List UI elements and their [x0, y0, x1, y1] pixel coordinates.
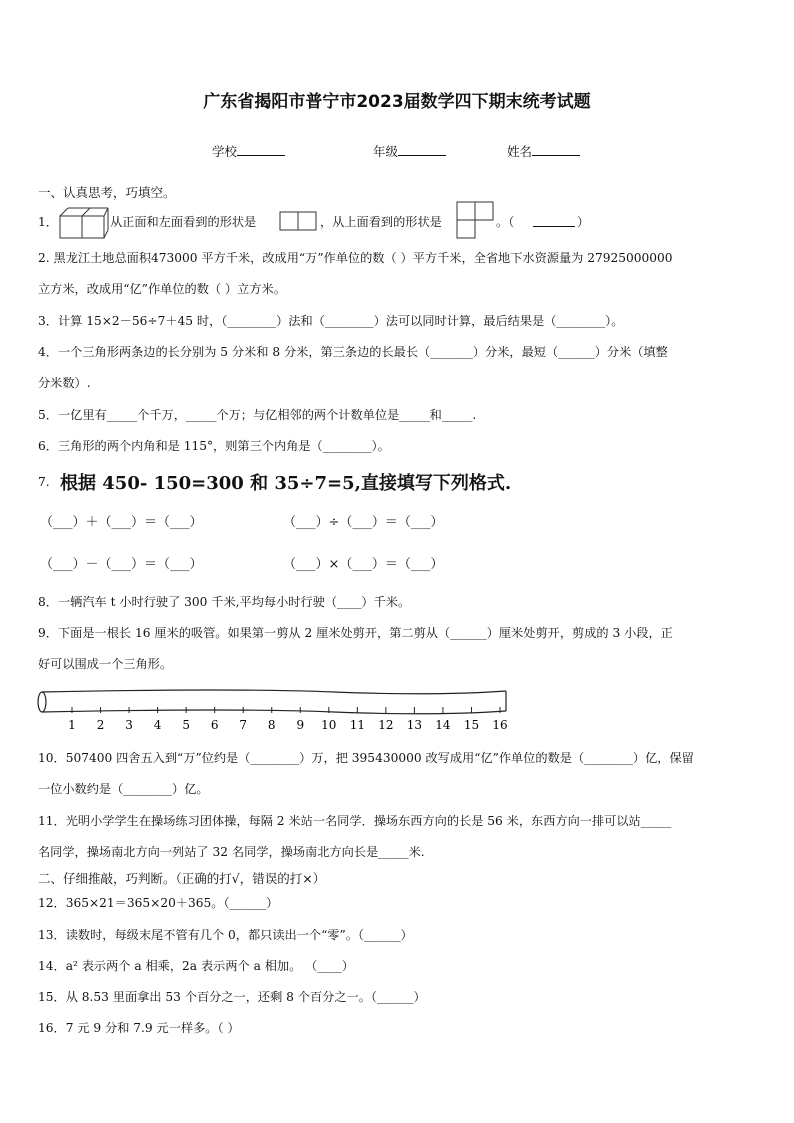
name-blank[interactable] [532, 143, 580, 156]
straw-tick-label: 12 [378, 718, 394, 732]
question-7-row-2-left: （___）－（___）＝（___） [40, 557, 203, 572]
straw-tick-label: 14 [435, 718, 451, 732]
cube-figure-icon [58, 204, 108, 240]
name-label: 姓名 [507, 144, 533, 159]
straw-tick-label: 7 [239, 718, 248, 732]
question-10-line-2: 一位小数约是（________）亿。 [38, 782, 209, 796]
question-3: 3．计算 15×2－56÷7＋45 时，（________）法和（________）法可以同时计算，最后结果是（________）。 [38, 314, 624, 328]
name-field[interactable] [507, 142, 580, 160]
straw-ruler-figure [34, 686, 514, 736]
school-blank[interactable] [237, 143, 285, 156]
question-7-number: 7. [38, 475, 50, 489]
question-1-number: 1． [38, 215, 58, 229]
question-7-row-2-right: （___）×（___）＝（___） [283, 557, 444, 572]
grade-label: 年级 [373, 144, 399, 159]
question-4-line-1: 4．一个三角形两条边的长分别为 5 分米和 8 分米，第三条边的长最长（_______）分米，最短（______）分米（填整 [38, 345, 668, 359]
question-16: 16．7 元 9 分和 7.9 元一样多。（ ） [38, 1021, 240, 1035]
question-1-answer-blank[interactable] [533, 214, 575, 227]
straw-tick-label: 11 [349, 718, 365, 732]
page-title: 广东省揭阳市普宁市2023届数学四下期末统考试题 [203, 92, 591, 112]
front-view-shape-icon [279, 211, 319, 231]
question-11-line-1: 11．光明小学学生在操场练习团体操，每隔 2 米站一名同学．操场东西方向的长是 56 米，东西方向一排可以站_____ [38, 814, 672, 828]
question-2-line-1: 2. 黑龙江土地总面积473000 平方千米，改成用“万”作单位的数（ ）平方千米，全省地下水资源量为 27925000000 [38, 251, 673, 265]
straw-tick-label: 9 [296, 718, 305, 732]
question-10-line-1: 10．507400 四舍五入到“万”位约是（________）万，把 395430000 改写成用“亿”作单位的数是（________）亿，保留 [38, 751, 694, 765]
question-1-text-c: 。（ [496, 215, 515, 229]
top-view-shape-icon [456, 201, 496, 241]
question-1-text-b: ，从上面看到的形状是 [320, 215, 442, 229]
question-9-line-2: 好可以围成一个三角形。 [38, 657, 173, 671]
question-15: 15．从 8.53 里面拿出 53 个百分之一，还剩 8 个百分之一。（______） [38, 990, 426, 1004]
straw-tick-label: 3 [125, 718, 133, 732]
question-12: 12．365×21＝365×20＋365。（______） [38, 896, 279, 910]
question-7-row-1-left: （___）＋（___）＝（___） [40, 515, 203, 530]
straw-tick-label: 1 [68, 718, 76, 732]
question-8: 8．一辆汽车 t 小时行驶了 300 千米,平均每小时行驶（____）千米。 [38, 595, 411, 609]
straw-tick-label: 16 [492, 718, 508, 732]
school-label: 学校 [212, 144, 238, 159]
school-field[interactable] [212, 142, 285, 160]
question-1-text-a: 从正面和左面看到的形状是 [110, 215, 257, 229]
question-7-text: 根据 450- 150=300 和 35÷7=5,直接填写下列格式. [60, 473, 512, 494]
section-2-heading: 二、仔细推敲，巧判断。（正确的打√，错误的打×） [38, 871, 326, 886]
straw-tick-label: 13 [406, 718, 423, 732]
straw-tick-label: 8 [267, 718, 276, 732]
straw-tick-label: 2 [96, 718, 105, 732]
straw-tick-label: 4 [153, 718, 162, 732]
straw-tick-label: 6 [210, 718, 219, 732]
question-5: 5．一亿里有_____个千万，_____个万；与亿相邻的两个计数单位是_____和_____. [38, 408, 477, 422]
question-4-line-2: 分米数）. [38, 376, 91, 390]
question-1-text-d: ） [577, 215, 590, 229]
question-7-row-1-right: （___）÷（___）＝（___） [283, 515, 444, 530]
question-14: 14．a² 表示两个 a 相乘，2a 表示两个 a 相加。 （____） [38, 959, 354, 973]
grade-blank[interactable] [398, 143, 446, 156]
section-1-heading: 一、认真思考，巧填空。 [38, 185, 176, 200]
straw-tick-label: 5 [182, 718, 190, 732]
straw-tick-label: 10 [321, 718, 337, 732]
question-11-line-2: 名同学，操场南北方向一列站了 32 名同学，操场南北方向长是_____米. [38, 845, 425, 859]
straw-tick-label: 15 [463, 718, 480, 732]
question-2-line-2: 立方米，改成用“亿”作单位的数（ ）立方米。 [38, 282, 286, 296]
question-9-line-1: 9．下面是一根长 16 厘米的吸管。如果第一剪从 2 厘米处剪开，第二剪从（______）厘米处剪开，剪成的 3 小段，正 [38, 626, 673, 640]
question-6: 6．三角形的两个内角和是 115°，则第三个内角是（________）。 [38, 439, 390, 453]
question-13: 13．读数时，每级末尾不管有几个 0，都只读出一个“零”。（______） [38, 928, 413, 942]
grade-field[interactable] [373, 142, 446, 160]
